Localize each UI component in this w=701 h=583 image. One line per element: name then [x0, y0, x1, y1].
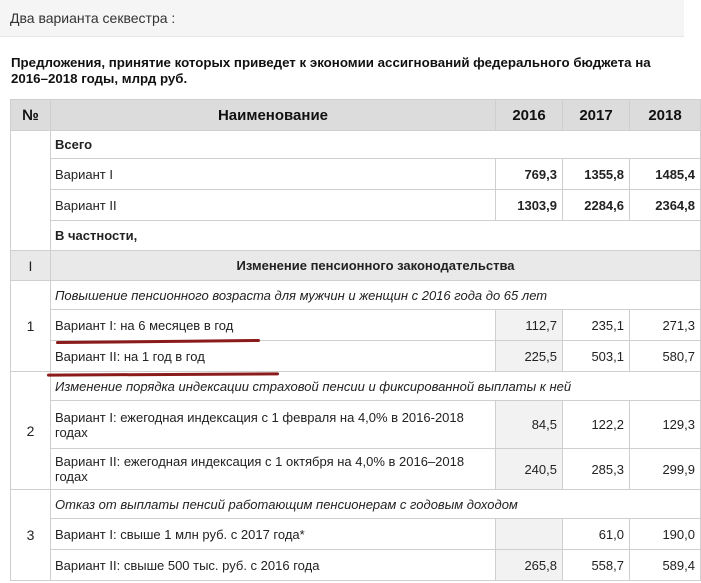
total-variant-label: Вариант I	[51, 159, 496, 190]
value-cell: 61,0	[563, 519, 630, 550]
value-cell: 190,0	[630, 519, 701, 550]
header-name: Наименование	[51, 100, 496, 131]
value-cell: 235,1	[563, 310, 630, 341]
row-number-empty	[11, 131, 51, 251]
group-number: 2	[11, 372, 51, 490]
value-cell: 265,8	[496, 550, 563, 581]
top-bar	[0, 0, 684, 37]
total-label: Всего	[51, 131, 701, 159]
table-row	[11, 221, 701, 251]
in-particular-label: В частности,	[51, 221, 701, 251]
header-2016: 2016	[496, 100, 563, 131]
section-number: I	[11, 251, 51, 281]
variant-label: Вариант I: ежегодная индексация с 1 февраля на 4,0% в 2016-2018 годах	[51, 401, 496, 449]
value-cell: 558,7	[563, 550, 630, 581]
table-row	[11, 159, 701, 190]
table-row	[11, 190, 701, 221]
group-number: 3	[11, 490, 51, 581]
table-row	[11, 490, 701, 519]
table-row	[11, 449, 701, 490]
value-cell: 84,5	[496, 401, 563, 449]
header-no: №	[11, 100, 51, 131]
table-caption: Предложения, принятие которых приведет к экономии ассигнований федерального бюджета на 2016–2018 годы, млрд руб.	[11, 55, 651, 86]
value-cell: 129,3	[630, 401, 701, 449]
value-cell: 503,1	[563, 341, 630, 372]
value-cell: 285,3	[563, 449, 630, 490]
variant-label: Вариант II: свыше 500 тыс. руб. с 2016 года	[51, 550, 496, 581]
table-header-row	[11, 100, 701, 131]
table-row	[11, 281, 701, 310]
value-cell: 589,4	[630, 550, 701, 581]
value-cell: 580,7	[630, 341, 701, 372]
value-cell: 112,7	[496, 310, 563, 341]
variant-label: Вариант II: ежегодная индексация с 1 октября на 4,0% в 2016–2018 годах	[51, 449, 496, 490]
header-2018: 2018	[630, 100, 701, 131]
group-title: Изменение порядка индексации страховой пенсии и фиксированной выплаты к ней	[51, 372, 701, 401]
section-label: Изменение пенсионного законодательства	[51, 251, 701, 281]
value-cell: 2364,8	[630, 190, 701, 221]
variant-label: Вариант I: на 6 месяцев в год	[51, 310, 496, 341]
group-title: Повышение пенсионного возраста для мужчин и женщин с 2016 года до 65 лет	[51, 281, 701, 310]
section-row	[11, 251, 701, 281]
table-row	[11, 550, 701, 581]
value-cell: 271,3	[630, 310, 701, 341]
group-number: 1	[11, 281, 51, 372]
header-2017: 2017	[563, 100, 630, 131]
group-title: Отказ от выплаты пенсий работающим пенсионерам с годовым доходом	[51, 490, 701, 519]
value-cell	[496, 519, 563, 550]
total-variant-label: Вариант II	[51, 190, 496, 221]
value-cell: 2284,6	[563, 190, 630, 221]
table-row	[11, 401, 701, 449]
value-cell: 225,5	[496, 341, 563, 372]
table-row	[11, 310, 701, 341]
value-cell: 1355,8	[563, 159, 630, 190]
table-row	[11, 341, 701, 372]
value-cell: 240,5	[496, 449, 563, 490]
value-cell: 1485,4	[630, 159, 701, 190]
value-cell: 299,9	[630, 449, 701, 490]
table-row	[11, 131, 701, 159]
variant-label: Вариант I: свыше 1 млн руб. с 2017 года*	[51, 519, 496, 550]
value-cell: 1303,9	[496, 190, 563, 221]
variant-label: Вариант II: на 1 год в год	[51, 341, 496, 372]
top-bar-title: Два варианта секвестра :	[10, 10, 176, 26]
table-row	[11, 519, 701, 550]
value-cell: 769,3	[496, 159, 563, 190]
value-cell: 122,2	[563, 401, 630, 449]
